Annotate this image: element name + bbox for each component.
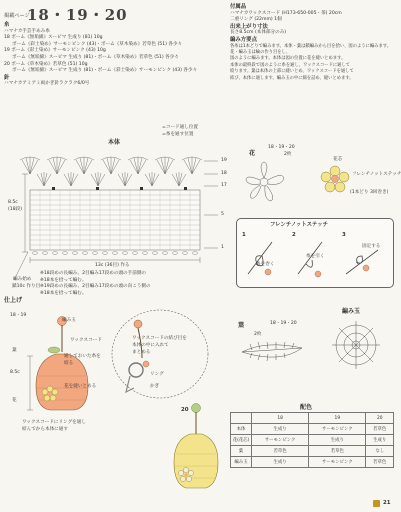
leaf-title: 葉 xyxy=(238,322,245,329)
color-table-cell: 生成り xyxy=(309,435,366,446)
material-line: ハマナカ手芸手あみ糸 xyxy=(4,28,50,34)
color-table-cell: 若草色 xyxy=(252,446,309,457)
color-table-title: 配色 xyxy=(300,404,313,411)
color-table-cell: 生成り xyxy=(366,435,394,446)
note-line: ※19段めの長編み、2目編み17段めの頭の向こう側の xyxy=(40,284,151,290)
step-note: 糸を巻く xyxy=(256,262,275,267)
material-line: ボーム《無垢綿》スーピマ 生成り (81)・ボーム《彩土染め》サーモンピンク (43) 各少々 xyxy=(12,68,198,74)
finishing-title: 仕上げ xyxy=(4,297,23,304)
finishing-note: 結んでから本体に通す xyxy=(22,427,68,432)
color-table-header xyxy=(231,413,252,424)
method-line: 絞ります。葉は本体の上部に縫いとめ、ワックスコードを通して xyxy=(230,69,354,75)
color-table-row xyxy=(231,457,394,468)
ball-title: 編み玉 xyxy=(342,308,361,315)
color-table-cell: なし xyxy=(366,446,394,457)
color-table-cell: サーモンピンク xyxy=(252,435,309,446)
material-line: ボーム《無垢綿》スーピマ 生成り (81)・ボーム《草木染め》若草色 (51) 各少々 xyxy=(12,54,179,60)
page-prefix: 掲載ページ xyxy=(4,13,30,19)
row-label: 1 xyxy=(221,245,224,250)
left-materials xyxy=(4,22,200,88)
fitting-line: 二重リング (22mm) 1個 xyxy=(230,17,282,23)
row-label: 17 xyxy=(221,183,227,188)
right-materials xyxy=(230,4,398,82)
step-note: 固定する xyxy=(362,244,381,249)
size-line: 長さ8.5cm (本体部分のみ) xyxy=(230,30,287,36)
step-note: 糸を引く xyxy=(306,254,325,259)
method-line: 各糸は1本どりで編みます。本体・葉は鎖編みから目を拾い、図のように編みます。花・編み玉は輪の作り目をし、 xyxy=(230,43,392,55)
leaf-counts: 18・19・20 xyxy=(270,321,297,326)
method-line: 結び、本体に通します。編み玉の中に綿を詰め、縫いとめます。 xyxy=(230,75,354,81)
finishing-part: ワックスコード xyxy=(70,338,102,343)
color-table-cell: 編み玉 xyxy=(231,457,252,468)
height-label: 8.5c (18段) xyxy=(8,200,23,212)
method-text xyxy=(230,44,398,82)
detail-ring: リング xyxy=(150,372,164,377)
detail-line: ワックスコードの結び目を xyxy=(132,336,187,341)
french-knot-steps-title: フレンチノットステッチ xyxy=(270,222,329,228)
color-table xyxy=(230,412,394,468)
color-table-header: 19 xyxy=(309,413,366,424)
page-badge-icon xyxy=(373,500,380,507)
item-20-illustration xyxy=(168,402,222,498)
detail-clasp: かぎ xyxy=(150,384,160,389)
start-label: 編み始め xyxy=(13,277,32,282)
color-table-header-row xyxy=(231,413,394,424)
french-knot-label: フレンチノットステッチ xyxy=(352,172,401,177)
finishing-part: 葉 xyxy=(12,348,17,353)
method-line: 本体の最終段で図のように糸を通し、ワックスコードに通して xyxy=(230,62,351,68)
ball-chart xyxy=(328,318,384,372)
flower-counts: 18・19・20 xyxy=(268,145,295,150)
needle-heading: 針 xyxy=(4,74,10,81)
materials-heading: 糸 xyxy=(4,22,10,28)
step-number: 1 xyxy=(242,232,246,238)
wrap-note: (1本どり 3回巻き) xyxy=(350,190,389,195)
step-number: 2 xyxy=(292,232,296,238)
finishing-note: ワックスコードにリングを通し xyxy=(22,420,86,425)
row-label: 18 xyxy=(221,171,227,176)
color-table-header: 20 xyxy=(366,413,394,424)
color-table-cell: 若草色 xyxy=(309,446,366,457)
color-table-cell: サーモンピンク xyxy=(309,457,366,468)
flower-chart xyxy=(238,158,290,206)
row-label: 5 xyxy=(221,212,224,217)
fitting-line: ハマナカワックスコード (H173-650-005・茶) 20cm xyxy=(230,10,342,16)
leaf-count-unit: 2枚 xyxy=(254,332,262,337)
shell-row xyxy=(37,172,186,186)
flower-illustration xyxy=(320,165,350,193)
color-table-row xyxy=(231,424,394,435)
flower-center-label: 花芯 xyxy=(333,157,343,162)
color-table-cell: 若草色 xyxy=(366,424,394,435)
step-number: 3 xyxy=(342,232,346,238)
needle-line: ハマナカアミアミ両かぎ針ラクラク6/0号 xyxy=(4,81,90,87)
finishing-part: 通しておいた糸を絞る xyxy=(64,354,101,366)
detail-line: 本体の中に入れて xyxy=(132,343,169,348)
color-table-row xyxy=(231,446,394,457)
material-line: ボーム《彩土染め》サーモンピンク (43)・ボーム《草木染め》若草色 (51) 各少々 xyxy=(12,41,183,47)
row-label: 19 xyxy=(221,158,227,163)
size-heading: 出来上がり寸法 xyxy=(230,23,268,30)
color-table-row xyxy=(231,435,394,446)
method-heading: 編み方要点 xyxy=(230,36,257,43)
color-table-cell: サーモンピンク xyxy=(309,424,366,435)
color-table-cell: 本体 xyxy=(231,424,252,435)
body-notes xyxy=(40,271,151,297)
foundation-chain xyxy=(33,252,198,255)
finishing-part: 花を縫いとめる xyxy=(64,384,97,389)
row-arrows xyxy=(204,161,218,248)
leaf-chart xyxy=(236,334,320,366)
finishing-size: 8.5c xyxy=(10,370,20,375)
body-diagram-title: 本体 xyxy=(108,139,121,146)
start-sub: 鎖10c 作り目 xyxy=(12,284,41,289)
material-line: 18 ボーム《無垢綿》スーピマ 生成り (81) 10g xyxy=(4,35,103,41)
finishing-part: 編み玉 xyxy=(62,318,76,323)
color-table-cell: 若草色 xyxy=(366,457,394,468)
material-line: 20 ボーム《草木染め》若草色 (51) 10g xyxy=(4,61,88,67)
finishing-illustration xyxy=(20,316,100,436)
shell-row xyxy=(20,157,202,174)
note-line: ※18本を拾って編む。 xyxy=(40,290,87,296)
color-table-cell: 葉 xyxy=(231,446,252,457)
flower-count-unit: 2枚 xyxy=(284,152,292,157)
finishing-part: 花 xyxy=(12,398,17,403)
legend-chain: =コード通し位置 xyxy=(162,125,199,130)
cord-markers xyxy=(52,187,187,190)
finishing-counts: 18・19 xyxy=(10,313,27,318)
note-line: ※18本を拾って編む。 xyxy=(40,277,87,283)
note-line: ※18段めの長編み、2目編み17段めの頭の手前側の xyxy=(40,271,147,276)
fittings-heading: 付属品 xyxy=(230,4,247,10)
page-title: 18・19・20 xyxy=(27,6,128,24)
item-20-label: 20 xyxy=(181,407,189,413)
legend-loop: =糸を通す位置 xyxy=(162,132,194,137)
material-line: 19 ボーム《彩土染め》サーモンピンク (43) 10g xyxy=(4,48,106,54)
detail-circle xyxy=(108,306,212,404)
color-table-cell: 花(花芯) xyxy=(231,435,252,446)
color-table-header: 18 xyxy=(252,413,309,424)
flower-title: 花 xyxy=(249,150,256,157)
color-table-cell: 生成り xyxy=(252,424,309,435)
start-arrow xyxy=(14,252,28,280)
page-number: 21 xyxy=(383,500,391,506)
width-label: 13c (36目) 作る xyxy=(95,263,130,268)
color-table-cell: 生成り xyxy=(252,457,309,468)
detail-line: まとめる xyxy=(132,350,151,355)
method-line: 図のように編みます。本体は図の位置に花を縫いとめます。 xyxy=(230,56,346,62)
